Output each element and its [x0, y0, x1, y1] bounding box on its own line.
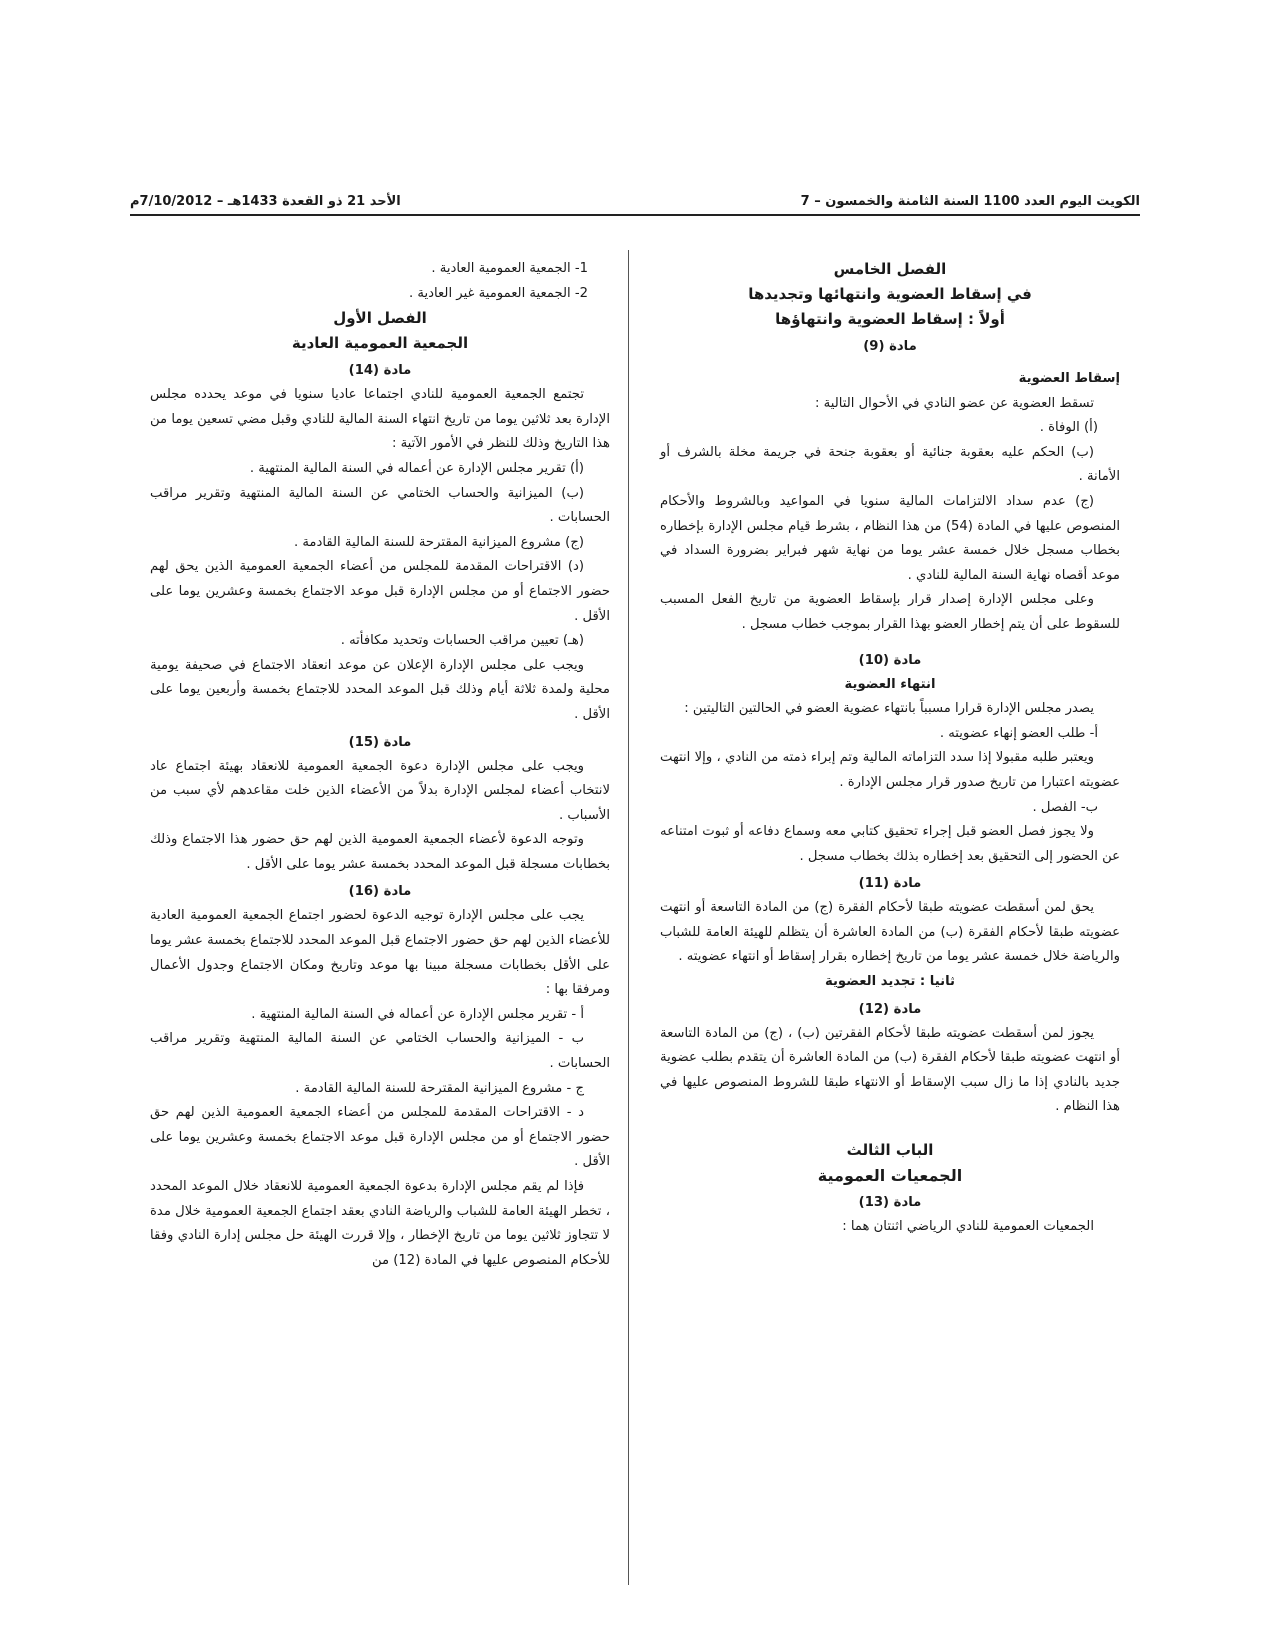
article-9-intro: تسقط العضوية عن عضو النادي في الأحوال التالية : — [815, 395, 1094, 411]
article-16-paragraph-2: فإذا لم يقم مجلس الإدارة بدعوة الجمعية العمومية للانعقاد خلال الموعد المحدد ، تخطر الهيئة العامة للشباب والرياضة النادي بعقد اجتماع الجمعية العمومية خلال مدة لا تتجاوز ثلاثين يوما من تاريخ الإخطار ، وإلا قررت الهيئة حل مجلس إدارة النادي وفقا للأحكام المنصوص عليها في المادة (12) من — [150, 1179, 610, 1268]
article-14-title: مادة (14) — [348, 363, 412, 379]
column-divider — [628, 250, 629, 1585]
article-13-title: مادة (13) — [858, 1195, 922, 1211]
chapter-title: في إسقاط العضوية وانتهائها وتجديدها — [748, 285, 1032, 303]
article-10-title: مادة (10) — [858, 652, 922, 668]
part-one-heading: أولاً : إسقاط العضوية وانتهاؤها — [775, 310, 1005, 328]
article-14-paragraph-1: تجتمع الجمعية العمومية للنادي اجتماعا عاديا سنويا في موعد يحدده مجلس الإدارة بعد ثلاثين يوما من تاريخ انتهاء السنة المالية للنادي وقبل مضي تسعين يوما من هذا التاريخ وذلك للنظر في الأمور الآتية : — [150, 387, 610, 452]
article-15-title: مادة (15) — [348, 734, 412, 750]
article-10-subheading: انتهاء العضوية — [844, 676, 936, 692]
article-16-item-d: د - الاقتراحات المقدمة للمجلس من أعضاء الجمعية العمومية الذين لهم حق حضور الاجتماع أو من مجلس الإدارة قبل موعد الاجتماع بخمسة وعشرين يوما على الأقل . — [150, 1105, 610, 1170]
article-14-item-b: (ب) الميزانية والحساب الختامي عن السنة المالية المنتهية وتقرير مراقب الحسابات . — [150, 485, 610, 526]
article-10-item-a: أ- طلب العضو إنهاء عضويته . — [939, 725, 1098, 741]
article-14-paragraph-2: ويجب على مجلس الإدارة الإعلان عن موعد انعقاد الاجتماع في صحيفة يومية محلية ولمدة ثلاثة أيام وذلك قبل الموعد المحدد للاجتماع بخمسة وأربعين يوما على الأقل . — [150, 657, 610, 722]
article-9-item-c: (ج) عدم سداد الالتزامات المالية سنويا في المواعيد وبالشروط والأحكام المنصوص عليها في المادة (54) من هذا النظام ، بشرط قيام مجلس الإدارة بإخطاره بخطاب مسجل خلال خمسة عشر يوما من نهاية شهر فبراير بضرورة السداد في موعد أقصاه نهاية السنة المالية للنادي . — [660, 493, 1121, 583]
right-column — [660, 257, 1120, 1240]
article-16-title: مادة (16) — [348, 884, 412, 900]
article-10-paragraph-1: ويعتبر طلبه مقبولا إذا سدد التزاماته المالية وتم إبراء ذمته من النادي ، وإلا انتهت عضويته اعتبارا من تاريخ صدور قرار مجلس الإدارة . — [660, 750, 1120, 790]
header-date: الأحد 21 ذو القعدة 1433هـ – 7/10/2012م — [130, 193, 401, 209]
header-rule — [130, 214, 1140, 216]
article-12-title: مادة (12) — [858, 1001, 922, 1017]
article-14-item-a: (أ) تقرير مجلس الإدارة عن أعماله في السنة المالية المنتهية . — [249, 460, 584, 476]
chapter-title: الجمعية العمومية العادية — [291, 334, 469, 353]
left-column — [150, 257, 610, 1273]
article-15-paragraph-2: وتوجه الدعوة لأعضاء الجمعية العمومية الذين لهم حق حضور هذا الاجتماع وذلك بخطابات مسجلة قبل الموعد المحدد بخمسة عشر يوما على الأقل . — [150, 832, 610, 872]
part-two-heading: ثانيا : تجديد العضوية — [824, 974, 955, 990]
article-9-item-a: (أ) الوفاة . — [1039, 420, 1098, 436]
article-9-title: مادة (9) — [863, 339, 917, 354]
article-10-paragraph-2: ولا يجوز فصل العضو قبل إجراء تحقيق كتابي معه وسماع دفاعه أو ثبوت امتناعه عن الحضور إلى التحقيق بعد إخطاره بذلك بخطاب مسجل . — [660, 824, 1120, 864]
article-9-item-b: (ب) الحكم عليه بعقوبة جنائية أو بعقوبة جنحة في جريمة مخلة بالشرف أو الأمانة . — [660, 444, 1120, 485]
article-10-intro: يصدر مجلس الإدارة قرارا مسبباً بانتهاء عضوية العضو في الحالتين التاليتين : — [684, 701, 1094, 717]
assembly-type-1: 1- الجمعية العمومية العادية . — [431, 261, 588, 276]
article-14-item-d: (د) الاقتراحات المقدمة للمجلس من أعضاء الجمعية العمومية الذين يحق لهم حضور الاجتماع أو من مجلس الإدارة قبل موعد الاجتماع بخمسة وعشرين يوما على الأقل . — [150, 559, 610, 624]
book-heading: الباب الثالث — [846, 1141, 934, 1160]
header-issue-info: الكويت اليوم العدد 1100 السنة الثامنة والخمسون – 7 — [800, 193, 1140, 209]
assembly-type-2: 2- الجمعية العمومية غير العادية . — [409, 285, 588, 301]
article-16-item-c: ج - مشروع الميزانية المقترحة للسنة المالية القادمة . — [295, 1080, 584, 1096]
article-9-subheading: إسقاط العضوية — [1018, 371, 1120, 386]
article-11-title: مادة (11) — [858, 876, 922, 892]
article-14-item-c: (ج) مشروع الميزانية المقترحة للسنة المالية القادمة . — [293, 534, 584, 550]
article-13-paragraph: الجمعيات العمومية للنادي الرياضي اثنتان هما : — [842, 1219, 1094, 1235]
article-9-paragraph: وعلى مجلس الإدارة إصدار قرار بإسقاط العضوية من تاريخ الفعل المسبب للسقوط على أن يتم إخطار العضو بهذا القرار بموجب خطاب مسجل . — [660, 592, 1120, 632]
book-title: الجمعيات العمومية — [817, 1166, 963, 1186]
article-16-paragraph-1: يجب على مجلس الإدارة توجيه الدعوة لحضور اجتماع الجمعية العمومية العادية للأعضاء الذين لهم حق حضور الاجتماع قبل الموعد المحدد للاجتماع بخمسة عشر يوما على الأقل بخطابات مسجلة مبينا بها موعد وتاريخ ومكان الاجتماع وجدول الأعمال ومرفقا بها : — [150, 908, 610, 998]
article-11-paragraph: يحق لمن أسقطت عضويته طبقا لأحكام الفقرة (ج) من المادة التاسعة أو انتهت عضويته طبقا لأحكام الفقرة (ب) من المادة العاشرة أن يتظلم للهيئة العامة للشباب والرياضة خلال خمسة عشر يوما من تاريخ إخطاره بقرار إسقاط أو انتهاء عضويته . — [660, 900, 1120, 965]
article-16-item-a: أ - تقرير مجلس الإدارة عن أعماله في السنة المالية المنتهية . — [251, 1006, 584, 1022]
page-header — [130, 188, 1140, 214]
article-12-paragraph: يجوز لمن أسقطت عضويته طبقا لأحكام الفقرتين (ب) ، (ج) من المادة التاسعة أو انتهت عضويته طبقا لأحكام الفقرة (ب) من المادة العاشرة أن يتقدم بطلب عضوية جديد بالنادي إذا ما زال سبب الإسقاط أو الانتهاء طبقا للشروط المنصوص عليها في هذا النظام . — [660, 1025, 1120, 1115]
article-15-paragraph-1: ويجب على مجلس الإدارة دعوة الجمعية العمومية للانعقاد بهيئة اجتماع عاد لانتخاب أعضاء لمجلس الإدارة بدلاً من الأعضاء الذين خلت مقاعدهم لأي سبب من الأسباب . — [150, 758, 610, 823]
article-16-item-b: ب - الميزانية والحساب الختامي عن السنة المالية المنتهية وتقرير مراقب الحسابات . — [150, 1031, 610, 1072]
chapter-heading: الفصل الأول — [333, 309, 427, 328]
article-10-item-b: ب- الفصل . — [1032, 799, 1098, 815]
chapter-heading: الفصل الخامس — [833, 260, 947, 278]
article-14-item-e: (هـ) تعيين مراقب الحسابات وتحديد مكافأته . — [340, 633, 584, 649]
